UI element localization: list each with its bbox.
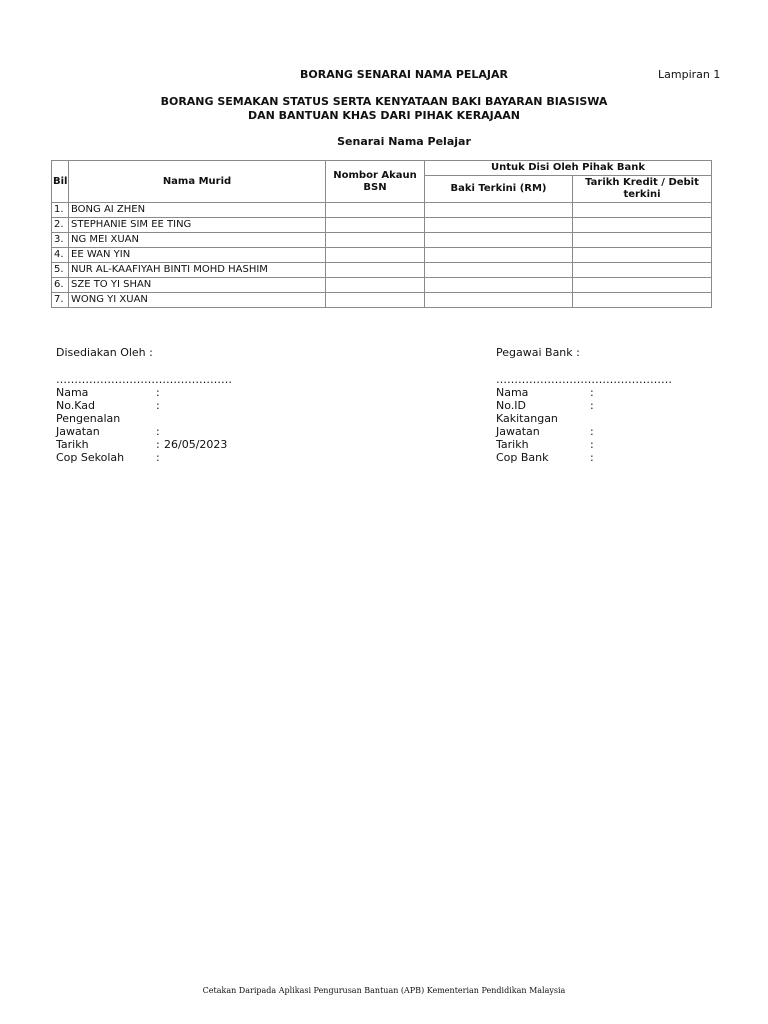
row-nombor-akaun xyxy=(326,293,425,308)
student-rows xyxy=(52,203,712,308)
row-bil: 2. xyxy=(52,218,69,233)
bank-officer-fields xyxy=(496,386,736,464)
prepared-by-heading: Disediakan Oleh : xyxy=(56,346,153,359)
signature-field-row xyxy=(496,399,736,425)
prepared-by-block xyxy=(56,346,316,464)
bank-officer-block xyxy=(496,346,736,464)
table-row xyxy=(52,263,712,278)
row-nama-murid: SZE TO YI SHAN xyxy=(69,278,326,293)
row-nama-murid: BONG AI ZHEN xyxy=(69,203,326,218)
field-label: Tarikh xyxy=(56,438,89,451)
table-row xyxy=(52,293,712,308)
footer-text: Cetakan Daripada Aplikasi Pengurusan Bantuan (APB) Kementerian Pendidikan Malaysia xyxy=(202,986,566,995)
appendix-label: Lampiran 1 xyxy=(658,68,721,81)
signature-field-row xyxy=(496,451,736,464)
signature-field-row xyxy=(56,399,316,425)
list-title: Senarai Nama Pelajar xyxy=(337,135,471,148)
row-nama-murid: EE WAN YIN xyxy=(69,248,326,263)
field-separator: : xyxy=(590,399,594,412)
field-label: Tarikh xyxy=(496,438,529,451)
row-nama-murid: WONG YI XUAN xyxy=(69,293,326,308)
row-tarikh-kredit xyxy=(573,233,712,248)
row-nombor-akaun xyxy=(326,203,425,218)
field-label: No.Kad Pengenalan xyxy=(56,399,121,425)
row-tarikh-kredit xyxy=(573,263,712,278)
field-label: No.ID Kakitangan xyxy=(496,399,558,425)
header-nombor-akaun: Nombor Akaun BSN xyxy=(326,161,425,203)
form-subtitle xyxy=(0,95,768,123)
table-row xyxy=(52,233,712,248)
field-label: Cop Sekolah xyxy=(56,451,125,464)
row-nombor-akaun xyxy=(326,233,425,248)
header-nama-murid: Nama Murid xyxy=(69,161,326,203)
field-separator: : xyxy=(590,438,594,451)
row-bil: 4. xyxy=(52,248,69,263)
signature-field-row xyxy=(496,386,736,399)
row-bil: 7. xyxy=(52,293,69,308)
field-label: Nama xyxy=(56,386,89,399)
row-tarikh-kredit xyxy=(573,248,712,263)
form-title: BORANG SENARAI NAMA PELAJAR xyxy=(299,68,509,81)
signature-field-row xyxy=(56,386,316,399)
row-baki-terkini xyxy=(425,293,573,308)
row-baki-terkini xyxy=(425,248,573,263)
row-bil: 3. xyxy=(52,233,69,248)
row-baki-terkini xyxy=(425,278,573,293)
field-label: Nama xyxy=(496,386,529,399)
signature-field-row xyxy=(496,438,736,451)
subtitle-line-2: DAN BANTUAN KHAS DARI PIHAK KERAJAAN xyxy=(247,109,521,122)
signature-field-row xyxy=(56,425,316,438)
row-nombor-akaun xyxy=(326,248,425,263)
row-tarikh-kredit xyxy=(573,278,712,293)
field-separator: : xyxy=(590,451,594,464)
field-label: Cop Bank xyxy=(496,451,549,464)
header-bank-group: Untuk Disi Oleh Pihak Bank xyxy=(425,161,712,176)
field-label: Jawatan xyxy=(496,425,540,438)
table-row xyxy=(52,248,712,263)
header-bil: Bil xyxy=(52,161,69,203)
row-tarikh-kredit xyxy=(573,203,712,218)
row-baki-terkini xyxy=(425,218,573,233)
header-baki-terkini: Baki Terkini (RM) xyxy=(425,176,573,203)
row-tarikh-kredit xyxy=(573,293,712,308)
signature-field-row xyxy=(56,438,316,451)
field-label: Jawatan xyxy=(56,425,100,438)
field-separator: : xyxy=(156,399,160,412)
signature-line: ………………………………………… xyxy=(56,373,232,386)
field-separator: : xyxy=(156,386,160,399)
field-separator: : xyxy=(156,438,160,451)
table-row xyxy=(52,218,712,233)
field-separator: : xyxy=(590,425,594,438)
field-separator: : xyxy=(156,425,160,438)
row-baki-terkini xyxy=(425,203,573,218)
row-bil: 6. xyxy=(52,278,69,293)
bank-officer-heading: Pegawai Bank : xyxy=(496,346,580,359)
row-nombor-akaun xyxy=(326,218,425,233)
subtitle-line-1: BORANG SEMAKAN STATUS SERTA KENYATAAN BAKI BAYARAN BIASISWA xyxy=(160,95,608,108)
row-bil: 5. xyxy=(52,263,69,278)
row-tarikh-kredit xyxy=(573,218,712,233)
signature-line: ………………………………………… xyxy=(496,373,672,386)
signature-field-row xyxy=(56,451,316,464)
field-value: 26/05/2023 xyxy=(164,438,228,451)
row-baki-terkini xyxy=(425,233,573,248)
row-nama-murid: STEPHANIE SIM EE TING xyxy=(69,218,326,233)
row-nama-murid: NUR AL-KAAFIYAH BINTI MOHD HASHIM xyxy=(69,263,326,278)
student-table xyxy=(51,160,712,308)
row-nombor-akaun xyxy=(326,263,425,278)
signature-field-row xyxy=(496,425,736,438)
field-separator: : xyxy=(156,451,160,464)
table-row xyxy=(52,278,712,293)
row-nama-murid: NG MEI XUAN xyxy=(69,233,326,248)
prepared-by-fields xyxy=(56,386,316,464)
table-row xyxy=(52,203,712,218)
row-nombor-akaun xyxy=(326,278,425,293)
header-tarikh-kredit: Tarikh Kredit / Debit terkini xyxy=(573,176,712,203)
row-baki-terkini xyxy=(425,263,573,278)
field-separator: : xyxy=(590,386,594,399)
row-bil: 1. xyxy=(52,203,69,218)
